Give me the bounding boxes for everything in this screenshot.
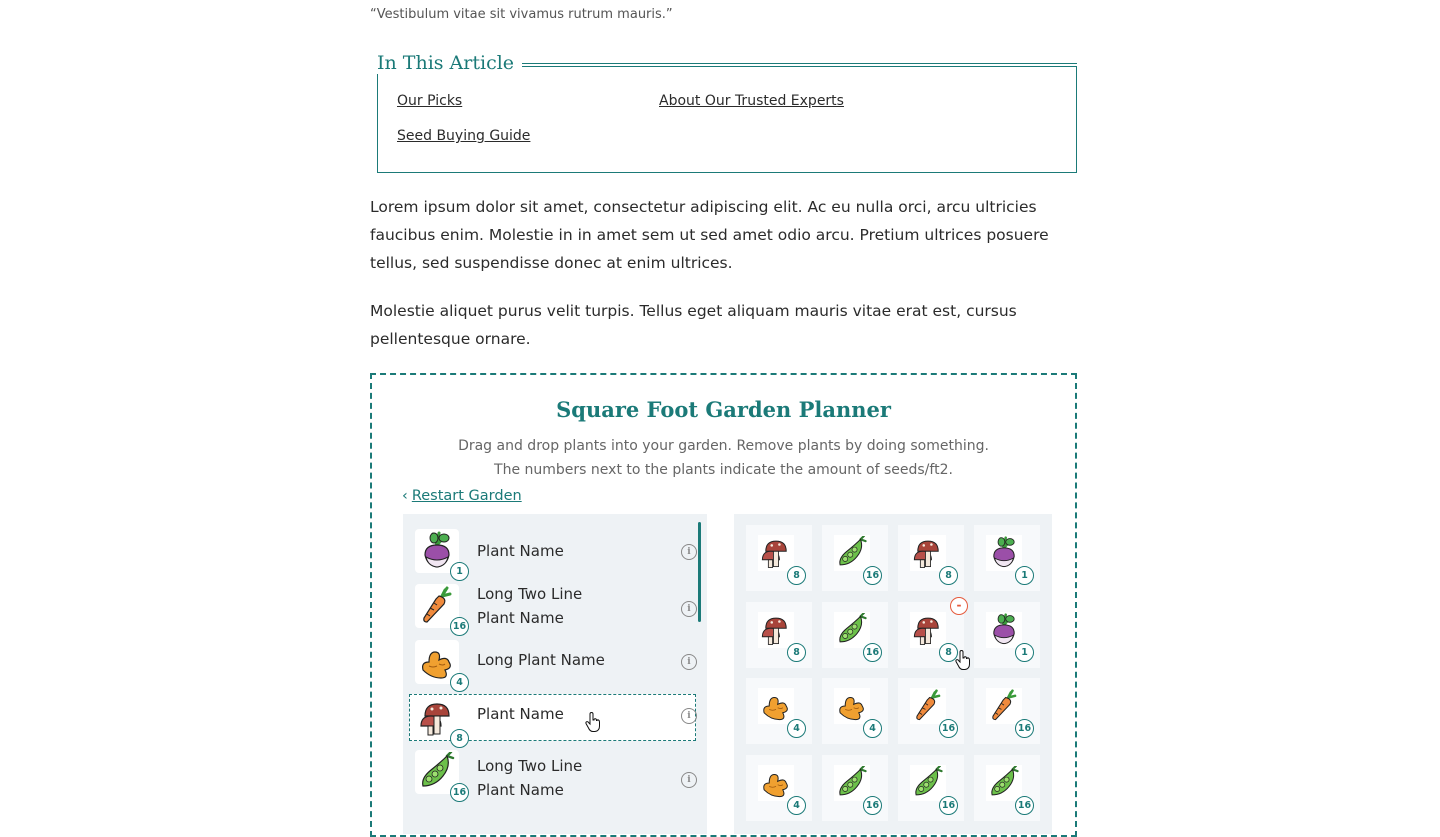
seed-count-badge: 16 bbox=[939, 719, 958, 738]
plant-list-scrollbar[interactable] bbox=[698, 522, 701, 622]
garden-cell[interactable] bbox=[974, 602, 1040, 668]
hand-cursor-icon bbox=[585, 712, 601, 732]
seed-count-badge: 16 bbox=[863, 643, 882, 662]
seed-count-badge: 8 bbox=[939, 566, 958, 585]
planner-seed-note: The numbers next to the plants indicate the amount of seeds/ft2. bbox=[494, 462, 953, 478]
plant-name: Plant Name bbox=[477, 542, 564, 560]
seed-count-badge: 1 bbox=[450, 562, 469, 581]
garden-cell[interactable] bbox=[746, 525, 812, 591]
plant-list-item[interactable] bbox=[415, 750, 691, 799]
restart-garden-button[interactable] bbox=[402, 488, 522, 504]
seed-count-badge: 16 bbox=[450, 617, 469, 636]
seed-count-badge: 8 bbox=[787, 643, 806, 662]
garden-planner bbox=[370, 373, 1077, 837]
restart-garden-label: Restart Garden bbox=[411, 488, 522, 504]
body-paragraph: Lorem ipsum dolor sit amet, consectetur adipiscing elit. Ac eu nulla orci, arcu ultricies faucibus enim. Molestie in in amet sem ut sed amet odio arcu. Pretium ultrices posuere tellus, sed suspendisse donec at enim ultrices. bbox=[370, 198, 1049, 272]
info-icon[interactable]: i bbox=[681, 654, 697, 670]
garden-cell[interactable] bbox=[746, 755, 812, 821]
seed-count-badge: 16 bbox=[863, 566, 882, 585]
info-icon[interactable]: i bbox=[681, 601, 697, 617]
carrot-icon bbox=[415, 584, 467, 632]
seed-count-badge: 4 bbox=[450, 673, 469, 692]
turnip-icon bbox=[415, 529, 463, 577]
plant-name: Long Two Line bbox=[477, 757, 583, 775]
toc-link-our-picks[interactable]: Our Picks bbox=[397, 93, 463, 109]
plant-name: Plant Name bbox=[477, 705, 564, 723]
garden-grid[interactable] bbox=[734, 514, 1052, 834]
mushroom-icon bbox=[910, 612, 946, 648]
plant-list[interactable] bbox=[403, 514, 707, 834]
plant-name-line2: Plant Name bbox=[477, 781, 564, 799]
turnip-icon bbox=[986, 612, 1022, 648]
toc-rule bbox=[513, 63, 1077, 64]
plant-name-line2: Plant Name bbox=[477, 609, 564, 627]
seed-count-badge: 1 bbox=[1015, 643, 1034, 662]
seed-count-badge: 8 bbox=[787, 566, 806, 585]
seed-count-badge: 8 bbox=[939, 643, 958, 662]
plant-list-item[interactable] bbox=[415, 640, 691, 688]
carrot-icon bbox=[910, 688, 946, 724]
seed-count-badge: 8 bbox=[450, 729, 469, 748]
mushroom-icon bbox=[910, 535, 946, 571]
seed-count-badge: 16 bbox=[939, 796, 958, 815]
garden-cell[interactable] bbox=[822, 678, 888, 744]
plant-list-item[interactable] bbox=[415, 529, 691, 577]
mushroom-icon bbox=[758, 535, 794, 571]
planner-instructions: Drag and drop plants into your garden. Remove plants by doing something. bbox=[458, 438, 989, 454]
garden-cell[interactable] bbox=[898, 525, 964, 591]
remove-plant-button[interactable]: - bbox=[950, 597, 968, 615]
table-of-contents bbox=[377, 66, 1077, 173]
garden-cell[interactable] bbox=[974, 678, 1040, 744]
plant-list-item[interactable] bbox=[415, 584, 691, 632]
chevron-left-icon: ‹ bbox=[402, 488, 408, 504]
info-icon[interactable]: i bbox=[681, 544, 697, 560]
hand-cursor-icon bbox=[955, 650, 971, 670]
plant-name: Long Plant Name bbox=[477, 651, 605, 669]
garden-cell[interactable] bbox=[822, 525, 888, 591]
ginger-icon bbox=[758, 688, 794, 724]
toc-link-trusted-experts[interactable]: About Our Trusted Experts bbox=[659, 93, 844, 109]
toc-title: In This Article bbox=[377, 52, 522, 74]
body-paragraph: Molestie aliquet purus velit turpis. Tellus eget aliquam mauris vitae erat est, cursus pellentesque ornare. bbox=[370, 302, 1017, 348]
plant-name: Long Two Line bbox=[477, 585, 583, 603]
seed-count-badge: 16 bbox=[863, 796, 882, 815]
garden-cell[interactable] bbox=[822, 755, 888, 821]
seed-count-badge: 16 bbox=[1015, 719, 1034, 738]
ginger-icon bbox=[758, 765, 794, 801]
toc-link-seed-buying-guide[interactable]: Seed Buying Guide bbox=[397, 128, 531, 144]
garden-cell[interactable] bbox=[898, 755, 964, 821]
ginger-icon bbox=[834, 688, 870, 724]
garden-cell[interactable] bbox=[898, 678, 964, 744]
seed-count-badge: 4 bbox=[787, 719, 806, 738]
turnip-icon bbox=[986, 535, 1022, 571]
garden-cell[interactable] bbox=[746, 678, 812, 744]
garden-cell[interactable] bbox=[974, 525, 1040, 591]
peapod-icon bbox=[910, 765, 946, 801]
seed-count-badge: 16 bbox=[1015, 796, 1034, 815]
planner-title: Square Foot Garden Planner bbox=[556, 397, 891, 422]
peapod-icon bbox=[834, 765, 870, 801]
ginger-icon bbox=[415, 640, 463, 688]
seed-count-badge: 16 bbox=[450, 783, 469, 802]
seed-count-badge: 4 bbox=[787, 796, 806, 815]
peapod-icon bbox=[415, 750, 467, 798]
carrot-icon bbox=[986, 688, 1022, 724]
seed-count-badge: 1 bbox=[1015, 566, 1034, 585]
seed-count-badge: 4 bbox=[863, 719, 882, 738]
mushroom-icon bbox=[415, 696, 463, 744]
mushroom-icon bbox=[758, 612, 794, 648]
peapod-icon bbox=[986, 765, 1022, 801]
plant-list-item-selected[interactable] bbox=[415, 702, 691, 744]
peapod-icon bbox=[834, 612, 870, 648]
info-icon[interactable]: i bbox=[681, 772, 697, 788]
pull-quote: “Vestibulum vitae sit vivamus rutrum mauris.” bbox=[370, 7, 673, 22]
garden-cell[interactable] bbox=[974, 755, 1040, 821]
info-icon[interactable]: i bbox=[681, 708, 697, 724]
garden-cell[interactable] bbox=[746, 602, 812, 668]
garden-cell[interactable] bbox=[822, 602, 888, 668]
peapod-icon bbox=[834, 535, 870, 571]
